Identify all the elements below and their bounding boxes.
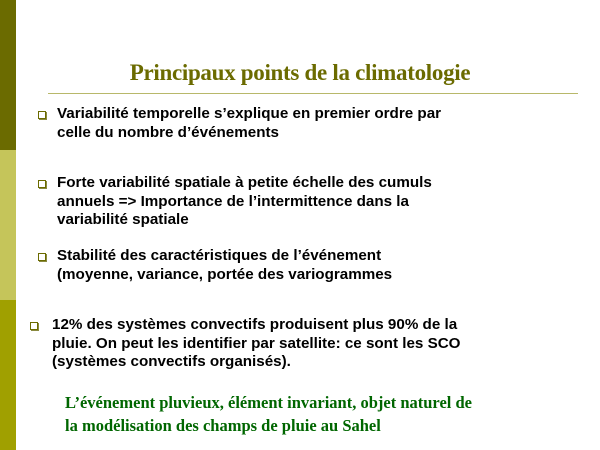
slide-title: Principaux points de la climatologie bbox=[129, 60, 471, 85]
bullet-line: Forte variabilité spatiale à petite échelle des cumuls bbox=[57, 174, 432, 191]
title-divider bbox=[48, 93, 578, 94]
bullet-line: pluie. On peut les identifier par satellite: ce sont les SCO bbox=[52, 334, 461, 352]
square-bullet-icon bbox=[38, 111, 46, 119]
bullet-text bbox=[38, 247, 578, 284]
bullet-item bbox=[38, 105, 578, 142]
square-bullet-icon bbox=[38, 180, 46, 188]
bullet-text bbox=[38, 105, 578, 142]
bullet-line: (moyenne, variance, portée des variogrammes bbox=[57, 265, 393, 283]
bullet-line: variabilité spatiale bbox=[57, 211, 189, 228]
bullet-item bbox=[38, 247, 578, 284]
square-bullet-icon bbox=[30, 322, 38, 330]
bullet-text bbox=[38, 174, 578, 230]
bullet-item bbox=[38, 174, 578, 230]
bullet-line: Variabilité temporelle s’explique en premier ordre par bbox=[57, 105, 442, 122]
bullet-line: Stabilité des caractéristiques de l’événement bbox=[57, 247, 382, 264]
bullet-line: (systèmes convectifs organisés). bbox=[52, 353, 291, 370]
left-accent-bar-middle bbox=[0, 150, 16, 300]
conclusion-line: L’événement pluvieux, élément invariant, objet naturel de bbox=[65, 393, 472, 412]
left-accent-bar-bottom bbox=[0, 300, 16, 450]
conclusion-text bbox=[65, 391, 585, 437]
bullet-text bbox=[30, 316, 595, 372]
conclusion-line: la modélisation des champs de pluie au Sahel bbox=[65, 416, 381, 435]
bullet-line: 12% des systèmes convectifs produisent plus 90% de la bbox=[52, 316, 458, 333]
bullet-line: celle du nombre d’événements bbox=[57, 123, 279, 141]
bullet-line: annuels => Importance de l’intermittence dans la bbox=[57, 192, 409, 210]
square-bullet-icon bbox=[38, 253, 46, 261]
bullet-item bbox=[30, 316, 595, 372]
